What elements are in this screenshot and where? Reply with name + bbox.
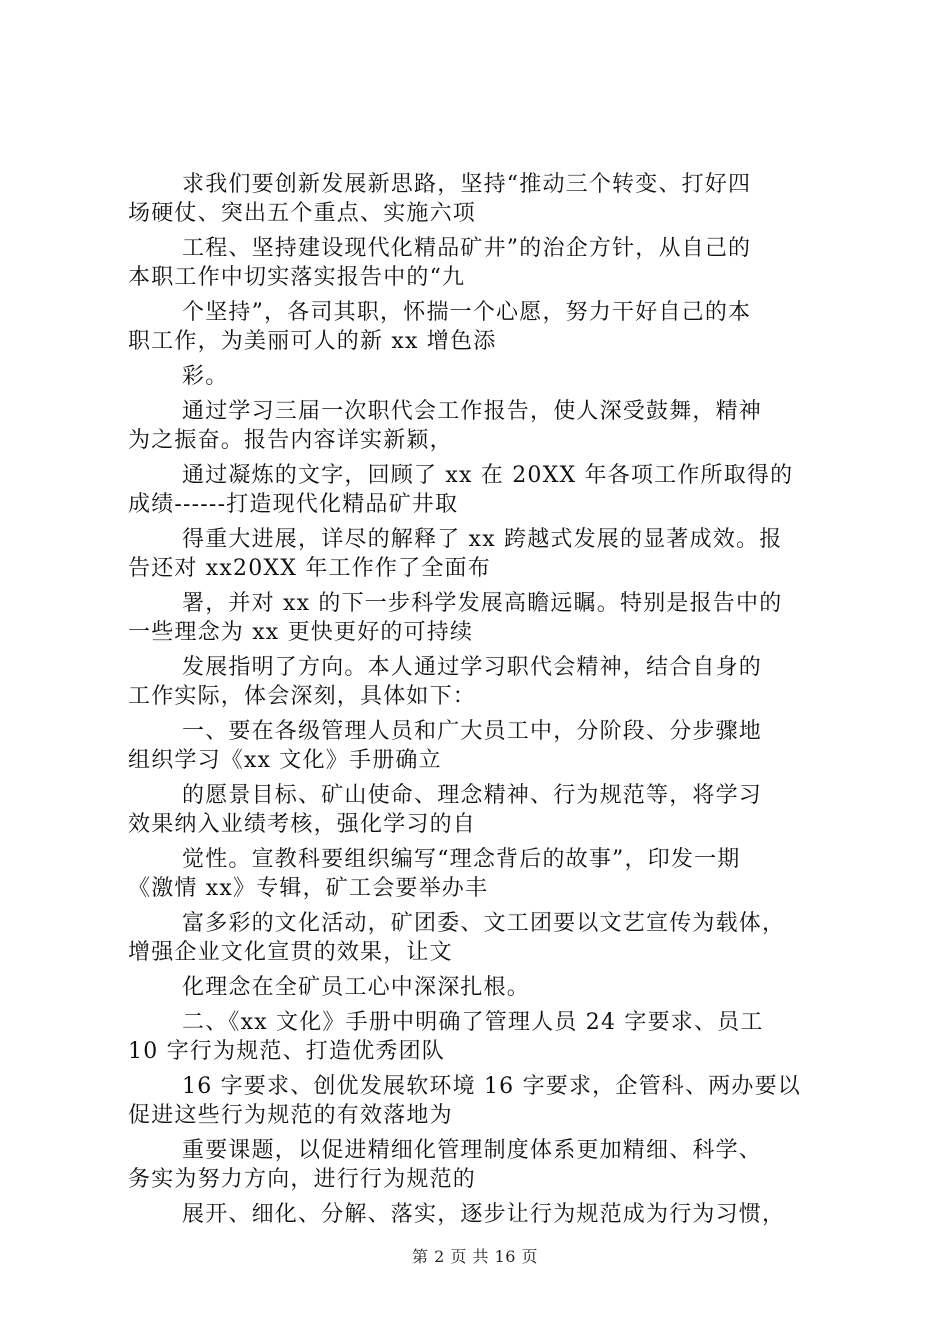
text-line: 求我们要创新发展新思路，坚持“推动三个转变、打好四	[182, 172, 752, 197]
text-line-pair	[128, 1072, 836, 1130]
text-line: 展开、细化、分解、落实，逐步让行为规范成为行为习惯，	[182, 1202, 786, 1227]
text-line: 得重大进展，详尽的解释了 xx 跨越式发展的显著成效。报	[182, 527, 783, 552]
text-line: 署，并对 xx 的下一步科学发展高瞻远瞩。特别是报告中的	[182, 591, 783, 616]
text-line-pair	[128, 781, 836, 839]
text-line: 《激情 xx》专辑，矿工会要举办丰	[128, 876, 489, 901]
text-line-pair	[128, 909, 836, 967]
text-line-pair	[128, 461, 836, 519]
text-line-pair	[128, 589, 836, 647]
body-text	[128, 170, 836, 1235]
text-line: 务实为努力方向，进行行为规范的	[128, 1167, 477, 1192]
text-line: 工程、坚持建设现代化精品矿井”的治企方针，从自己的	[182, 236, 752, 261]
text-line-pair	[128, 170, 836, 228]
text-line-pair	[128, 397, 836, 455]
text-line: 为之振奋。报告内容详实新颖，	[128, 428, 453, 453]
text-line: 通过学习三届一次职代会工作报告，使人深受鼓舞，精神	[182, 399, 763, 424]
text-line-pair	[128, 1008, 836, 1066]
text-line: 职工作，为美丽可人的新 xx 增色添	[128, 329, 497, 354]
text-line: 增强企业文化宣贯的效果，让文	[128, 940, 453, 965]
text-line: 化理念在全矿员工心中深深扎根。	[182, 975, 531, 1000]
text-line-pair	[128, 1200, 836, 1229]
text-line: 16 字要求、创优发展软环境 16 字要求，企管科、两办要以	[182, 1074, 801, 1099]
text-line-pair	[128, 717, 836, 775]
text-line-pair	[128, 362, 836, 391]
text-line: 通过凝炼的文字，回顾了 xx 在 20XX 年各项工作所取得的	[182, 463, 794, 488]
page-footer: 第 2 页 共 16 页	[412, 1247, 538, 1266]
text-line: 重要课题，以促进精细化管理制度体系更加精细、科学、	[182, 1138, 763, 1163]
text-line: 10 字行为规范、打造优秀团队	[128, 1039, 445, 1064]
text-line: 觉性。宣教科要组织编写“理念背后的故事”，印发一期	[182, 847, 741, 872]
text-line: 二、《xx 文化》手册中明确了管理人员 24 字要求、员工	[182, 1010, 764, 1035]
text-line: 成绩------打造现代化精品矿井取	[128, 492, 459, 517]
text-line: 告还对 xx20XX 年工作作了全面布	[128, 556, 491, 581]
text-line: 场硬仗、突出五个重点、实施六项	[128, 201, 477, 226]
text-line: 一、要在各级管理人员和广大员工中，分阶段、分步骤地	[182, 719, 763, 744]
text-line: 促进这些行为规范的有效落地为	[128, 1103, 453, 1128]
text-line: 一些理念为 xx 更快更好的可持续	[128, 620, 474, 645]
text-line: 富多彩的文化活动，矿团委、文工团要以文艺宣传为载体，	[182, 911, 786, 936]
text-line-pair	[128, 845, 836, 903]
text-line-pair	[128, 525, 836, 583]
text-line: 发展指明了方向。本人通过学习职代会精神，结合自身的	[182, 655, 763, 680]
text-line: 工作实际，体会深刻，具体如下：	[128, 684, 477, 709]
text-line-pair	[128, 234, 836, 292]
text-line: 效果纳入业绩考核，强化学习的自	[128, 812, 477, 837]
text-line: 个坚持”，各司其职，怀揣一个心愿，努力干好自己的本	[182, 300, 752, 325]
text-line-pair	[128, 653, 836, 711]
text-line: 组织学习《xx 文化》手册确立	[128, 748, 442, 773]
text-line-pair	[128, 973, 836, 1002]
text-line: 本职工作中切实落实报告中的“九	[128, 265, 466, 290]
text-line-pair	[128, 1136, 836, 1194]
text-line: 彩。	[182, 364, 229, 389]
text-line-pair	[128, 298, 836, 356]
text-line: 的愿景目标、矿山使命、理念精神、行为规范等，将学习	[182, 783, 763, 808]
